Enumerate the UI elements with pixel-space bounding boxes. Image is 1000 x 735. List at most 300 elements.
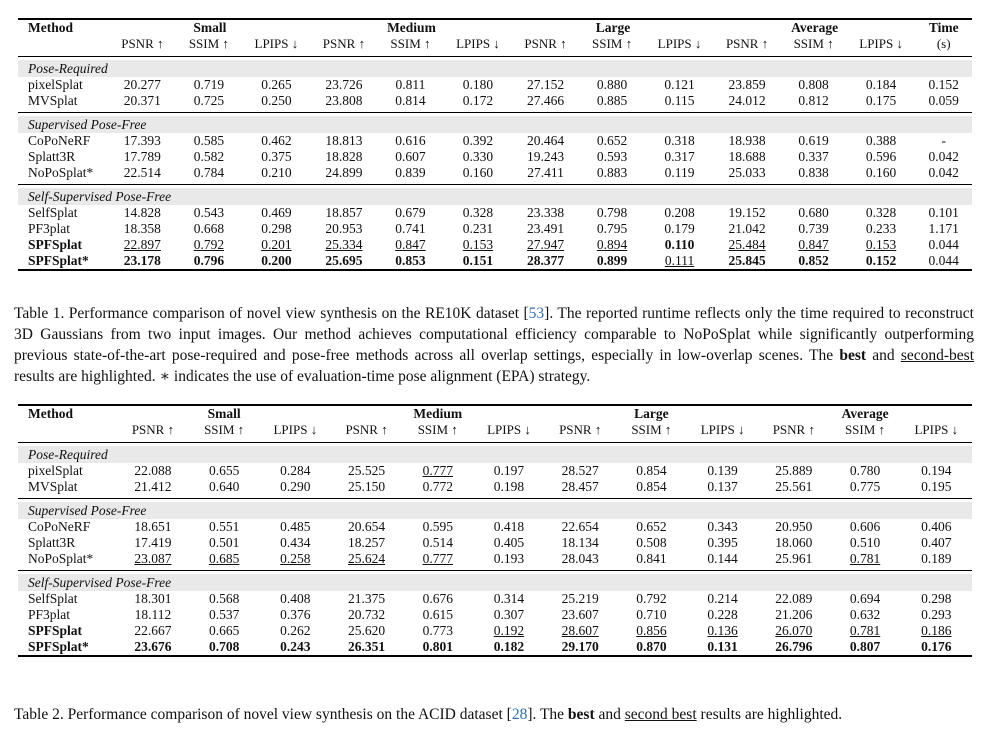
metric-cell: 0.250 — [261, 93, 292, 108]
table-row — [18, 551, 972, 567]
table-2 — [18, 404, 972, 657]
metric-cell: 19.243 — [526, 149, 565, 164]
group-header-small: Small — [193, 20, 227, 35]
metric-cell: 0.543 — [193, 205, 225, 220]
metric-cell: 0.395 — [707, 535, 738, 550]
metric-cell: 0.115 — [664, 93, 695, 108]
metric-cell: 20.654 — [348, 519, 386, 534]
metric-cell: 0.781 — [849, 551, 881, 566]
metric-cell: 18.813 — [325, 133, 363, 148]
metric-cell: 0.298 — [921, 591, 952, 606]
metric-cell: 0.152 — [928, 77, 959, 92]
metric-cell: 25.624 — [348, 551, 386, 566]
metric-cell: 24.012 — [728, 93, 766, 108]
section-title: Supervised Pose-Free — [18, 116, 972, 133]
table-row — [18, 133, 972, 149]
metric-cell: 0.582 — [193, 149, 225, 164]
table-row — [18, 535, 972, 551]
metric-cell: 0.883 — [596, 165, 628, 180]
method-name: MVSplat — [28, 479, 78, 494]
metric-cell: 20.277 — [123, 77, 161, 92]
metric-cell: 0.710 — [636, 607, 667, 622]
table-row — [18, 165, 972, 181]
metric-cell: 0.262 — [280, 623, 311, 638]
metric-header: LPIPS ↓ — [254, 36, 299, 51]
metric-cell: 0.317 — [664, 149, 695, 164]
table-row — [18, 221, 972, 237]
metric-cell: 0.593 — [596, 149, 628, 164]
metric-cell: 0.201 — [261, 237, 292, 252]
metric-cell: 25.525 — [348, 463, 386, 478]
metric-cell: 0.795 — [596, 221, 628, 236]
metric-cell: 22.897 — [123, 237, 161, 252]
method-header: Method — [28, 20, 73, 35]
metric-cell: 0.784 — [193, 165, 225, 180]
metric-cell: 23.178 — [109, 253, 176, 270]
method-name: SPFSplat* — [18, 639, 117, 656]
metric-cell: 0.151 — [444, 253, 513, 270]
metric-cell: 25.695 — [311, 253, 378, 270]
method-header-spacer — [18, 36, 109, 57]
metric-cell: 0.198 — [493, 479, 525, 494]
method-name: CoPoNeRF — [28, 519, 91, 534]
metric-cell: 25.561 — [775, 479, 813, 494]
table-row — [18, 623, 972, 639]
metric-cell: 0.841 — [636, 551, 667, 566]
metric-cell: 0.144 — [707, 551, 738, 566]
metric-header: SSIM ↑ — [793, 36, 834, 51]
metric-cell: 25.033 — [728, 165, 766, 180]
metric-cell: 23.726 — [325, 77, 363, 92]
metric-cell: 0.197 — [493, 463, 525, 478]
metric-cell: 21.042 — [728, 221, 766, 236]
metric-cell: 0.510 — [849, 535, 881, 550]
metric-cell: 0.847 — [798, 237, 829, 252]
metric-cell: 0.615 — [422, 607, 453, 622]
metric-cell: 0.434 — [280, 535, 311, 550]
metric-header: LPIPS ↓ — [273, 422, 318, 437]
metric-cell: 0.392 — [462, 133, 494, 148]
section-title: Self-Supervised Pose-Free — [18, 188, 972, 205]
metric-cell: 28.607 — [561, 623, 599, 638]
metric-cell: 21.206 — [775, 607, 813, 622]
metric-cell: 0.172 — [462, 93, 494, 108]
metric-cell: 0.131 — [687, 639, 758, 656]
metric-cell: 18.112 — [134, 607, 172, 622]
metric-cell: 0.485 — [280, 519, 311, 534]
metric-cell: 0.680 — [798, 205, 829, 220]
metric-cell: 0.725 — [193, 93, 225, 108]
metric-cell: 0.408 — [280, 591, 311, 606]
table-row — [18, 77, 972, 93]
metric-cell: 0.184 — [865, 77, 897, 92]
metric-cell: 0.652 — [596, 133, 628, 148]
metric-header: SSIM ↑ — [631, 422, 672, 437]
group-header-large: Large — [634, 406, 669, 421]
metric-cell: 0.469 — [261, 205, 292, 220]
metric-cell: 23.338 — [526, 205, 565, 220]
metric-cell: 0.807 — [829, 639, 900, 656]
section-title: Supervised Pose-Free — [18, 502, 972, 519]
metric-cell: 0.812 — [798, 93, 829, 108]
metric-cell: 0.514 — [422, 535, 453, 550]
metric-cell: 27.466 — [526, 93, 565, 108]
metric-cell: 0.668 — [193, 221, 225, 236]
metric-cell: 0.214 — [707, 591, 738, 606]
metric-cell: 18.938 — [728, 133, 766, 148]
metric-cell: 0.847 — [395, 237, 426, 252]
metric-cell: 0.195 — [921, 479, 952, 494]
metric-cell: 0.175 — [865, 93, 897, 108]
metric-cell: 0.182 — [473, 639, 544, 656]
metric-cell: 0.616 — [395, 133, 426, 148]
metric-cell: 0.537 — [208, 607, 240, 622]
table-row — [18, 205, 972, 221]
metric-header: LPIPS ↓ — [657, 36, 702, 51]
metric-cell: 0.101 — [928, 205, 959, 220]
metric-cell: 0.551 — [208, 519, 240, 534]
group-header-time: Time — [928, 20, 959, 35]
metric-cell: 0.811 — [395, 77, 426, 92]
method-name: SPFSplat — [28, 623, 83, 638]
metric-cell: 0.136 — [707, 623, 738, 638]
citation-link[interactable]: 53 — [528, 305, 545, 322]
table-row — [18, 591, 972, 607]
method-name: NoPoSplat* — [28, 165, 94, 180]
metric-cell: 27.411 — [527, 165, 564, 180]
metric-cell: 0.293 — [921, 607, 952, 622]
metric-cell: 0.110 — [664, 237, 695, 252]
metric-cell: 27.947 — [526, 237, 565, 252]
table-row — [18, 149, 972, 165]
method-name: Splatt3R — [28, 535, 76, 550]
metric-cell: 0.501 — [208, 535, 240, 550]
section-title: Pose-Required — [18, 446, 972, 463]
citation-link[interactable]: 28 — [511, 706, 528, 723]
metric-cell: 0.042 — [928, 149, 959, 164]
caption-text: Table 2. Performance comparison of novel view synthesis on the ACID dataset [ — [14, 706, 512, 723]
method-name: SelfSplat — [28, 205, 78, 220]
metric-cell: 20.371 — [123, 93, 161, 108]
metric-cell: 0.176 — [901, 639, 972, 656]
metric-cell: 28.457 — [561, 479, 599, 494]
metric-cell: 23.859 — [728, 77, 766, 92]
metric-cell: 0.200 — [242, 253, 311, 270]
metric-cell: 0.775 — [849, 479, 881, 494]
metric-cell: 23.676 — [117, 639, 188, 656]
metric-cell: 0.337 — [798, 149, 829, 164]
method-name: SPFSplat — [28, 237, 83, 252]
metric-cell: 14.828 — [123, 205, 161, 220]
metric-cell: 0.318 — [664, 133, 695, 148]
metric-cell: 0.808 — [798, 77, 829, 92]
group-header-small: Small — [207, 406, 241, 421]
metric-cell: 0.655 — [208, 463, 240, 478]
metric-header: LPIPS ↓ — [487, 422, 531, 437]
metric-cell: 0.298 — [261, 221, 292, 236]
metric-cell: 0.772 — [422, 479, 453, 494]
metric-cell: 19.152 — [728, 205, 766, 220]
group-header-large: Large — [595, 20, 631, 35]
metric-cell: 23.808 — [325, 93, 363, 108]
method-name: pixelSplat — [28, 77, 83, 92]
metric-cell: 0.208 — [664, 205, 695, 220]
metric-cell: 0.418 — [493, 519, 525, 534]
metric-cell: 0.462 — [261, 133, 292, 148]
metric-cell: 0.160 — [865, 165, 897, 180]
metric-cell: 0.194 — [921, 463, 952, 478]
metric-cell: 0.568 — [208, 591, 240, 606]
metric-cell: 18.301 — [134, 591, 172, 606]
metric-cell: 18.257 — [348, 535, 386, 550]
metric-cell: 0.406 — [921, 519, 952, 534]
metric-cell: 0.894 — [596, 237, 628, 252]
metric-cell: 0.186 — [921, 623, 952, 638]
metric-cell: 0.042 — [928, 165, 959, 180]
metric-cell: 25.150 — [348, 479, 386, 494]
metric-cell: 18.060 — [775, 535, 813, 550]
method-name: Splatt3R — [28, 149, 76, 164]
method-name: SelfSplat — [28, 591, 78, 606]
method-header: Method — [28, 406, 73, 421]
metric-cell: 0.153 — [462, 237, 494, 252]
table-2-caption — [14, 704, 974, 725]
method-name: MVSplat — [28, 93, 78, 108]
metric-cell: 0.152 — [847, 253, 916, 270]
metric-cell: 26.796 — [758, 639, 829, 656]
metric-cell: 0.314 — [493, 591, 525, 606]
metric-cell: 0.137 — [707, 479, 738, 494]
metric-cell: 0.899 — [579, 253, 645, 270]
metric-cell: 27.152 — [526, 77, 565, 92]
metric-cell: 20.953 — [325, 221, 363, 236]
metric-header: PSNR ↑ — [772, 422, 815, 437]
caption-best: best — [839, 347, 867, 364]
metric-header: PSNR ↑ — [322, 36, 366, 51]
metric-cell: 0.792 — [193, 237, 225, 252]
metric-header: PSNR ↑ — [345, 422, 388, 437]
metric-cell: 25.334 — [325, 237, 363, 252]
metric-header: PSNR ↑ — [725, 36, 769, 51]
metric-cell: 0.801 — [402, 639, 473, 656]
table-row — [18, 463, 972, 479]
metric-cell: 0.852 — [780, 253, 846, 270]
caption-second-best: second-best — [900, 347, 974, 364]
metric-cell: 22.667 — [134, 623, 172, 638]
metric-cell: 25.889 — [775, 463, 813, 478]
metric-cell: 1.171 — [928, 221, 959, 236]
metric-cell: 0.585 — [193, 133, 225, 148]
group-header-average: Average — [791, 20, 839, 35]
metric-cell: 0.870 — [616, 639, 687, 656]
table-row — [18, 639, 972, 656]
group-header-average: Average — [841, 406, 889, 421]
metric-header: PSNR ↑ — [559, 422, 602, 437]
metric-cell: 0.044 — [928, 237, 959, 252]
metric-cell: 0.665 — [208, 623, 240, 638]
metric-cell: 26.351 — [331, 639, 402, 656]
metric-header: PSNR ↑ — [131, 422, 175, 437]
group-header-medium: Medium — [387, 20, 436, 35]
metric-cell: 20.732 — [348, 607, 386, 622]
metric-cell: 18.358 — [123, 221, 161, 236]
section-title: Pose-Required — [18, 60, 972, 77]
metric-cell: 0.838 — [798, 165, 829, 180]
metric-cell: 0.265 — [261, 77, 292, 92]
caption-text: and — [866, 347, 901, 364]
metric-header: SSIM ↑ — [417, 422, 458, 437]
metric-cell: 0.405 — [493, 535, 525, 550]
table-1-grid — [18, 18, 972, 271]
caption-best: best — [567, 706, 595, 723]
metric-header: SSIM ↑ — [204, 422, 245, 437]
metric-cell: 22.089 — [775, 591, 813, 606]
metric-header: SSIM ↑ — [188, 36, 229, 51]
metric-cell: 0.780 — [849, 463, 881, 478]
metric-cell: 0.595 — [422, 519, 453, 534]
metric-cell: 18.688 — [728, 149, 766, 164]
metric-cell: 0.640 — [208, 479, 240, 494]
metric-cell: 0.189 — [921, 551, 952, 566]
caption-text: ]. The — [527, 706, 568, 723]
metric-cell: 17.393 — [123, 133, 161, 148]
metric-cell: 21.412 — [134, 479, 172, 494]
metric-cell: 22.088 — [134, 463, 172, 478]
metric-header: LPIPS ↓ — [859, 36, 903, 51]
caption-second-best: second best — [624, 706, 697, 723]
metric-cell: 0.376 — [280, 607, 311, 622]
metric-cell: 0.258 — [280, 551, 311, 566]
metric-cell: 0.139 — [707, 463, 738, 478]
metric-cell: 0.694 — [849, 591, 881, 606]
metric-cell: 0.856 — [636, 623, 667, 638]
caption-text: Table 1. Performance comparison of novel view synthesis on the RE10K dataset [ — [14, 305, 529, 322]
metric-cell: 0.606 — [849, 519, 881, 534]
metric-cell: 0.228 — [707, 607, 738, 622]
caption-text: results are highlighted. ∗ indicates the use of evaluation-time pose alignment (EPA) strategy. — [14, 368, 591, 385]
metric-cell: 22.654 — [561, 519, 599, 534]
metric-cell: 0.619 — [798, 133, 829, 148]
metric-cell: 0.233 — [865, 221, 897, 236]
metric-cell: 0.796 — [176, 253, 242, 270]
metric-cell: 0.243 — [260, 639, 331, 656]
metric-cell: 0.179 — [664, 221, 695, 236]
metric-cell: 24.899 — [325, 165, 363, 180]
method-name: PF3plat — [28, 607, 71, 622]
method-name: NoPoSplat* — [28, 551, 94, 566]
metric-cell: 0.508 — [636, 535, 667, 550]
metric-cell: 0.741 — [395, 221, 426, 236]
metric-cell: 25.845 — [714, 253, 781, 270]
table-2-grid — [18, 404, 972, 657]
caption-text: ]. The reported runtime reflects only the time required to reconstruct 3D Gaussians from two input images. Our method achieves computational efficiency comparable to NoPoSplat while significantly outperforming previous state-of-the-art pose-required and pose-free methods across all overlap settings, especially in low-overlap scenes. The — [14, 305, 974, 364]
metric-cell: 0.121 — [664, 77, 695, 92]
metric-cell: 17.789 — [123, 149, 161, 164]
metric-cell: 28.043 — [561, 551, 599, 566]
metric-cell: 21.375 — [348, 591, 386, 606]
metric-cell: 0.685 — [208, 551, 240, 566]
metric-cell: 20.464 — [526, 133, 565, 148]
metric-cell: 0.777 — [422, 551, 453, 566]
metric-cell: 0.375 — [261, 149, 292, 164]
metric-cell: 0.719 — [193, 77, 225, 92]
metric-header: PSNR ↑ — [524, 36, 567, 51]
metric-cell: 0.192 — [493, 623, 525, 638]
metric-cell: 0.854 — [636, 479, 667, 494]
metric-cell: 0.885 — [596, 93, 628, 108]
metric-cell: 0.632 — [849, 607, 881, 622]
metric-cell: 0.798 — [596, 205, 628, 220]
method-name: SPFSplat* — [18, 253, 109, 270]
metric-cell: 29.170 — [545, 639, 616, 656]
method-header-spacer — [18, 422, 117, 443]
metric-header: SSIM ↑ — [390, 36, 431, 51]
metric-cell: 0.059 — [928, 93, 959, 108]
metric-cell: 0.193 — [493, 551, 525, 566]
metric-cell: 0.854 — [636, 463, 667, 478]
metric-cell: 0.407 — [921, 535, 952, 550]
metric-cell: 0.708 — [189, 639, 260, 656]
metric-cell: 0.119 — [664, 165, 695, 180]
metric-cell: 0.652 — [636, 519, 667, 534]
metric-cell: 26.070 — [775, 623, 813, 638]
table-row — [18, 93, 972, 109]
metric-cell: 0.607 — [395, 149, 426, 164]
metric-cell: 0.792 — [636, 591, 667, 606]
metric-cell: 18.857 — [325, 205, 363, 220]
metric-cell: 0.679 — [395, 205, 426, 220]
metric-cell: 0.596 — [865, 149, 897, 164]
table-1 — [18, 18, 972, 271]
metric-cell: - — [941, 133, 946, 148]
metric-cell: 0.160 — [462, 165, 494, 180]
metric-header: LPIPS ↓ — [914, 422, 959, 437]
metric-cell: 0.777 — [422, 463, 453, 478]
section-title: Self-Supervised Pose-Free — [18, 574, 972, 591]
metric-cell: 0.231 — [462, 221, 494, 236]
metric-header: LPIPS ↓ — [700, 422, 745, 437]
metric-cell: 0.853 — [377, 253, 443, 270]
metric-cell: 0.330 — [462, 149, 494, 164]
metric-cell: 25.219 — [561, 591, 599, 606]
table-row — [18, 479, 972, 495]
metric-cell: 0.814 — [395, 93, 426, 108]
method-name: PF3plat — [28, 221, 71, 236]
metric-cell: 28.527 — [561, 463, 599, 478]
metric-cell: 0.284 — [280, 463, 311, 478]
metric-cell: 0.388 — [865, 133, 897, 148]
table-row — [18, 237, 972, 253]
metric-header: SSIM ↑ — [844, 422, 886, 437]
caption-text: results are highlighted. — [696, 706, 843, 723]
metric-cell: 0.328 — [462, 205, 494, 220]
table-row — [18, 253, 972, 270]
metric-cell: 18.651 — [134, 519, 172, 534]
metric-cell: 0.290 — [280, 479, 311, 494]
metric-cell: 0.307 — [493, 607, 525, 622]
table-row — [18, 519, 972, 535]
metric-cell: 25.961 — [775, 551, 813, 566]
metric-cell: 23.491 — [526, 221, 565, 236]
metric-cell: 0.153 — [865, 237, 897, 252]
metric-cell: 0.044 — [915, 253, 972, 270]
metric-cell: 0.343 — [707, 519, 738, 534]
metric-cell: 28.377 — [512, 253, 579, 270]
metric-cell: 22.514 — [123, 165, 161, 180]
caption-text: and — [594, 706, 625, 723]
table-row — [18, 607, 972, 623]
metric-cell: 25.484 — [728, 237, 766, 252]
